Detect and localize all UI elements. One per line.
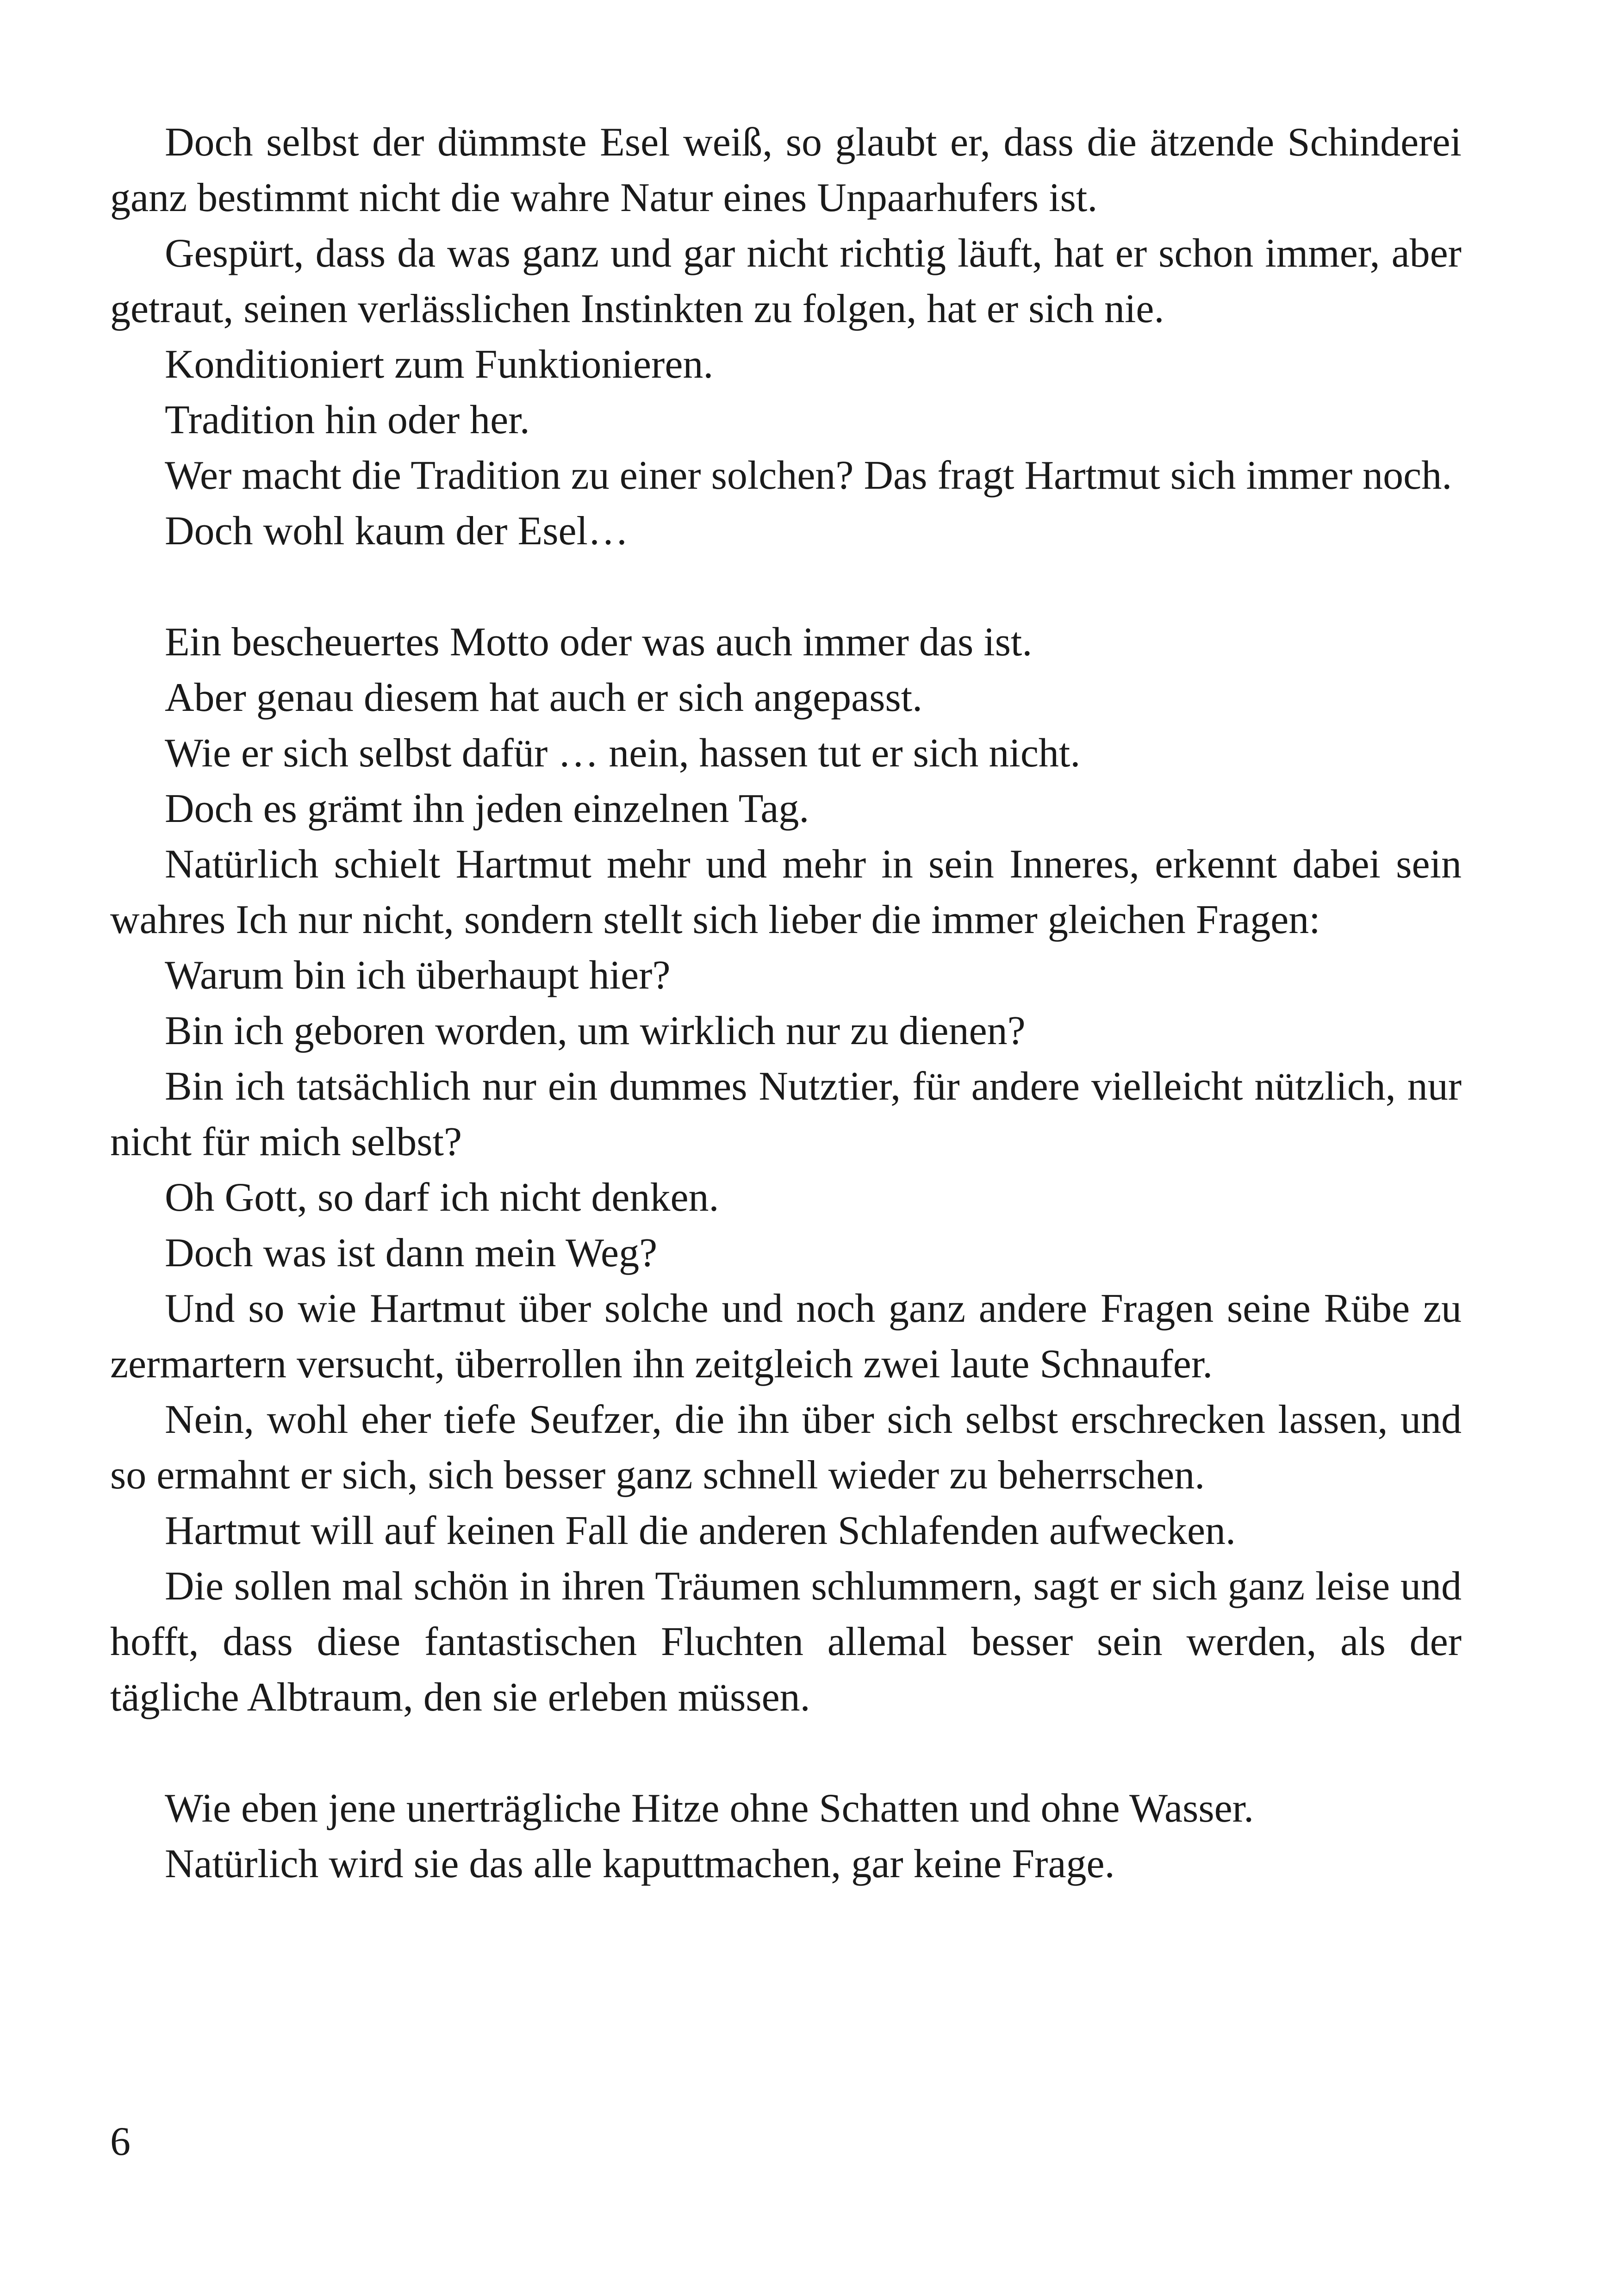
paragraph: Wer macht die Tradition zu einer solchen? Das fragt Hartmut sich immer noch.	[165, 453, 1452, 498]
paragraph: Nein, wohl eher tiefe Seufzer, die ihn über sich selbst erschrecken lassen, und so ermahnt er sich, sich besser ganz schnell wieder zu beherrschen.	[110, 1397, 1462, 1498]
paragraph: Bin ich geboren worden, um wirklich nur zu dienen?	[165, 1008, 1026, 1053]
paragraph: Tradition hin oder her.	[165, 398, 530, 442]
paragraph: Und so wie Hartmut über solche und noch ganz andere Fragen seine Rübe zu zermartern versucht, überrollen ihn zeitgleich zwei laute Schnaufer.	[110, 1286, 1462, 1387]
paragraph: Doch es grämt ihn jeden einzelnen Tag.	[165, 786, 809, 831]
paragraph: Die sollen mal schön in ihren Träumen schlummern, sagt er sich ganz leise und hofft, dass diese fantastischen Fluchten allemal besser sein werden, als der tägliche Albtraum, den sie erleben müssen.	[110, 1564, 1462, 1720]
paragraph: Bin ich tatsächlich nur ein dummes Nutztier, für andere vielleicht nützlich, nur nicht für mich selbst?	[110, 1064, 1462, 1164]
paragraph: Doch wohl kaum der Esel…	[165, 509, 629, 554]
paragraph: Hartmut will auf keinen Fall die anderen Schlafenden aufwecken.	[165, 1508, 1236, 1553]
section-break	[110, 559, 1462, 615]
paragraph: Oh Gott, so darf ich nicht denken.	[165, 1175, 719, 1220]
body-text	[110, 115, 1462, 1892]
paragraph: Wie er sich selbst dafür … nein, hassen tut er sich nicht.	[165, 731, 1081, 776]
paragraph: Aber genau diesem hat auch er sich angepasst.	[165, 675, 923, 720]
paragraph: Konditioniert zum Funktionieren.	[165, 342, 714, 387]
paragraph: Gespürt, dass da was ganz und gar nicht richtig läuft, hat er schon immer, aber getraut, seinen verlässlichen Instinkten zu folgen, hat er sich nie.	[110, 231, 1462, 331]
page-number: 6	[110, 2119, 131, 2164]
paragraph: Warum bin ich überhaupt hier?	[165, 953, 671, 998]
paragraph: Ein bescheuertes Motto oder was auch immer das ist.	[165, 620, 1033, 665]
paragraph: Doch was ist dann mein Weg?	[165, 1231, 658, 1276]
section-break	[110, 1725, 1462, 1781]
paragraph: Natürlich wird sie das alle kaputtmachen, gar keine Frage.	[165, 1842, 1115, 1886]
paragraph: Wie eben jene unerträgliche Hitze ohne Schatten und ohne Wasser.	[165, 1786, 1254, 1831]
paragraph: Natürlich schielt Hartmut mehr und mehr in sein Inneres, erkennt dabei sein wahres Ich nur nicht, sondern stellt sich lieber die immer gleichen Fragen:	[110, 842, 1462, 942]
paragraph: Doch selbst der dümmste Esel weiß, so glaubt er, dass die ätzende Schinderei ganz bestimmt nicht die wahre Natur eines Unpaarhufers ist.	[110, 120, 1462, 220]
